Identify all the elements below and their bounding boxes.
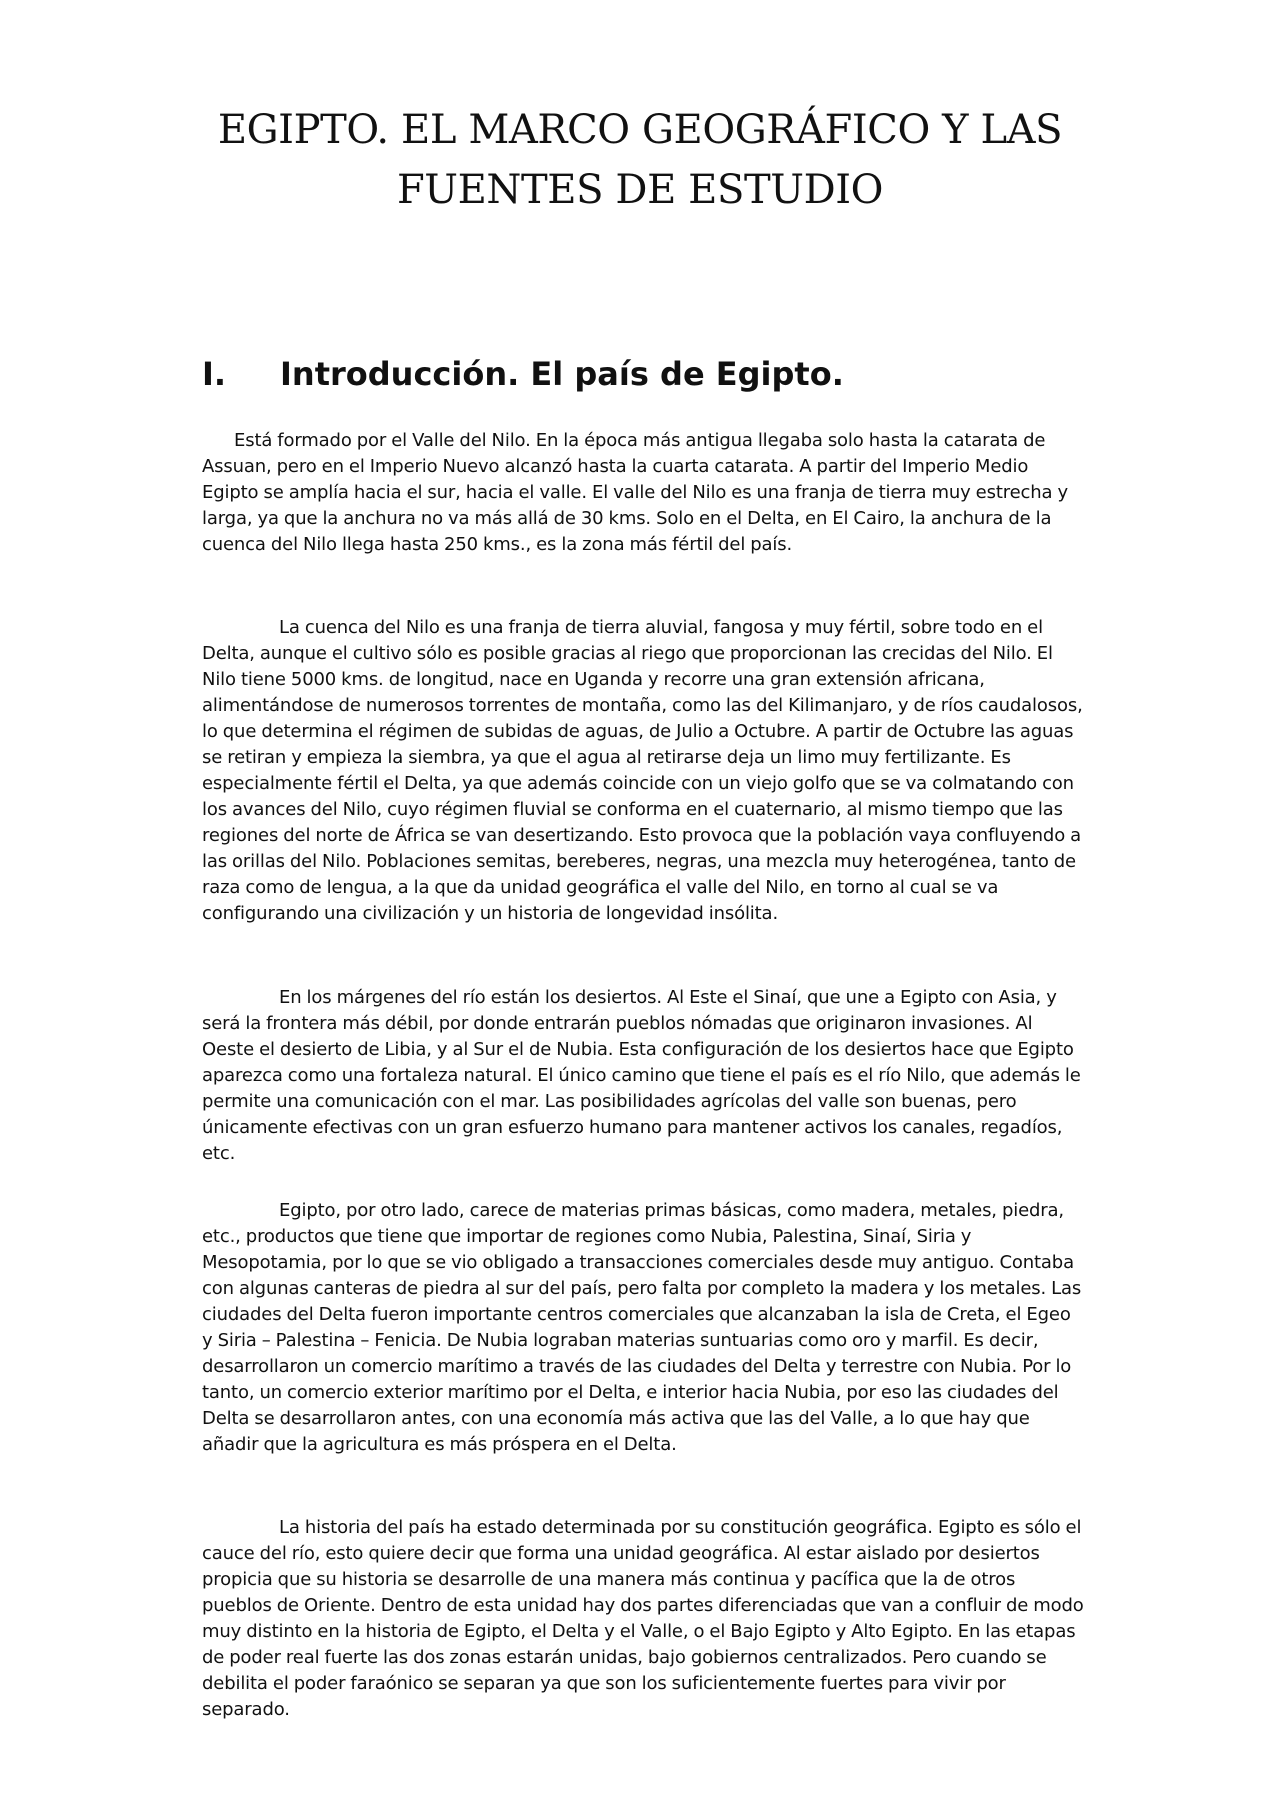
document-title-line-2: FUENTES DE ESTUDIO xyxy=(396,167,884,213)
paragraph-2: La cuenca del Nilo es una franja de tierra aluvial, fangosa y muy fértil, sobre todo en el Delta, aunque el cultivo sólo es posible gracias al riego que proporcionan las crecidas del Nilo. El Nilo tiene 5000 kms. de longitud, nace en Uganda y recorre una gran extensión africana, alimentándose de numerosos torrentes de montaña, como las del Kilimanjaro, y de ríos caudalosos, lo que determina el régimen de subidas de aguas, de Julio a Octubre. A partir de Octubre las aguas se retiran y empieza la siembra, ya que el agua al retirarse deja un limo muy fertilizante. Es especialmente fértil el Delta, ya que además coincide con un viejo golfo que se va colmatando con los avances del Nilo, cuyo régimen fluvial se conforma en el cuaternario, al mismo tiempo que las regiones del norte de África se van desertizando. Esto provoca que la población vaya confluyendo a las orillas del Nilo. Poblaciones semitas, bereberes, negras, una mezcla muy heterogénea, tanto de raza como de lengua, a la que da unidad geográfica el valle del Nilo, en torno al cual se va configurando una civilización y un historia de longevidad insólita. xyxy=(202,617,1083,924)
section-heading xyxy=(202,352,1102,396)
document-title xyxy=(180,100,1100,220)
section-number: I. xyxy=(202,355,227,393)
section-title: Introducción. El país de Egipto. xyxy=(280,355,844,393)
paragraph-3: En los márgenes del río están los desiertos. Al Este el Sinaí, que une a Egipto con Asia, y será la frontera más débil, por donde entrarán pueblos nómadas que originaron invasiones. Al Oeste el desierto de Libia, y al Sur el de Nubia. Esta configuración de los desiertos hace que Egipto aparezca como una fortaleza natural. El único camino que tiene el país es el río Nilo, que además le permite una comunicación con el mar. Las posibilidades agrícolas del valle son buenas, pero únicamente efectivas con un gran esfuerzo humano para mantener activos los canales, regadíos, etc. xyxy=(202,987,1081,1164)
document-title-line-1: EGIPTO. EL MARCO GEOGRÁFICO Y LAS xyxy=(217,107,1063,153)
paragraph-5: La historia del país ha estado determinada por su constitución geográfica. Egipto es sólo el cauce del río, esto quiere decir que forma una unidad geográfica. Al estar aislado por desiertos propicia que su historia se desarrolle de una manera más continua y pacífica que la de otros pueblos de Oriente. Dentro de esta unidad hay dos partes diferenciadas que van a confluir de modo muy distinto en la historia de Egipto, el Delta y el Valle, o el Bajo Egipto y Alto Egipto. En las etapas de poder real fuerte las dos zonas estarán unidas, bajo gobiernos centralizados. Pero cuando se debilita el poder faraónico se separan ya que son los suficientemente fuertes para vivir por separado. xyxy=(202,1517,1084,1720)
paragraph-1: Está formado por el Valle del Nilo. En la época más antigua llegaba solo hasta la catarata de Assuan, pero en el Imperio Nuevo alcanzó hasta la cuarta catarata. A partir del Imperio Medio Egipto se amplía hacia el sur, hacia el valle. El valle del Nilo es una franja de tierra muy estrecha y larga, ya que la anchura no va más allá de 30 kms. Solo en el Delta, en El Cairo, la anchura de la cuenca del Nilo llega hasta 250 kms., es la zona más fértil del país. xyxy=(202,430,1068,555)
paragraph-4: Egipto, por otro lado, carece de materias primas básicas, como madera, metales, piedra, etc., productos que tiene que importar de regiones como Nubia, Palestina, Sinaí, Siria y Mesopotamia, por lo que se vio obligado a transacciones comerciales desde muy antiguo. Contaba con algunas canteras de piedra al sur del país, pero falta por completo la madera y los metales. Las ciudades del Delta fueron importante centros comerciales que alcanzaban la isla de Creta, el Egeo y Siria – Palestina – Fenicia. De Nubia lograban materias suntuarias como oro y marfil. Es decir, desarrollaron un comercio marítimo a través de las ciudades del Delta y terrestre con Nubia. Por lo tanto, un comercio exterior marítimo por el Delta, e interior hacia Nubia, por eso las ciudades del Delta se desarrollaron antes, con una economía más activa que las del Valle, a lo que hay que añadir que la agricultura es más próspera en el Delta. xyxy=(202,1200,1082,1455)
